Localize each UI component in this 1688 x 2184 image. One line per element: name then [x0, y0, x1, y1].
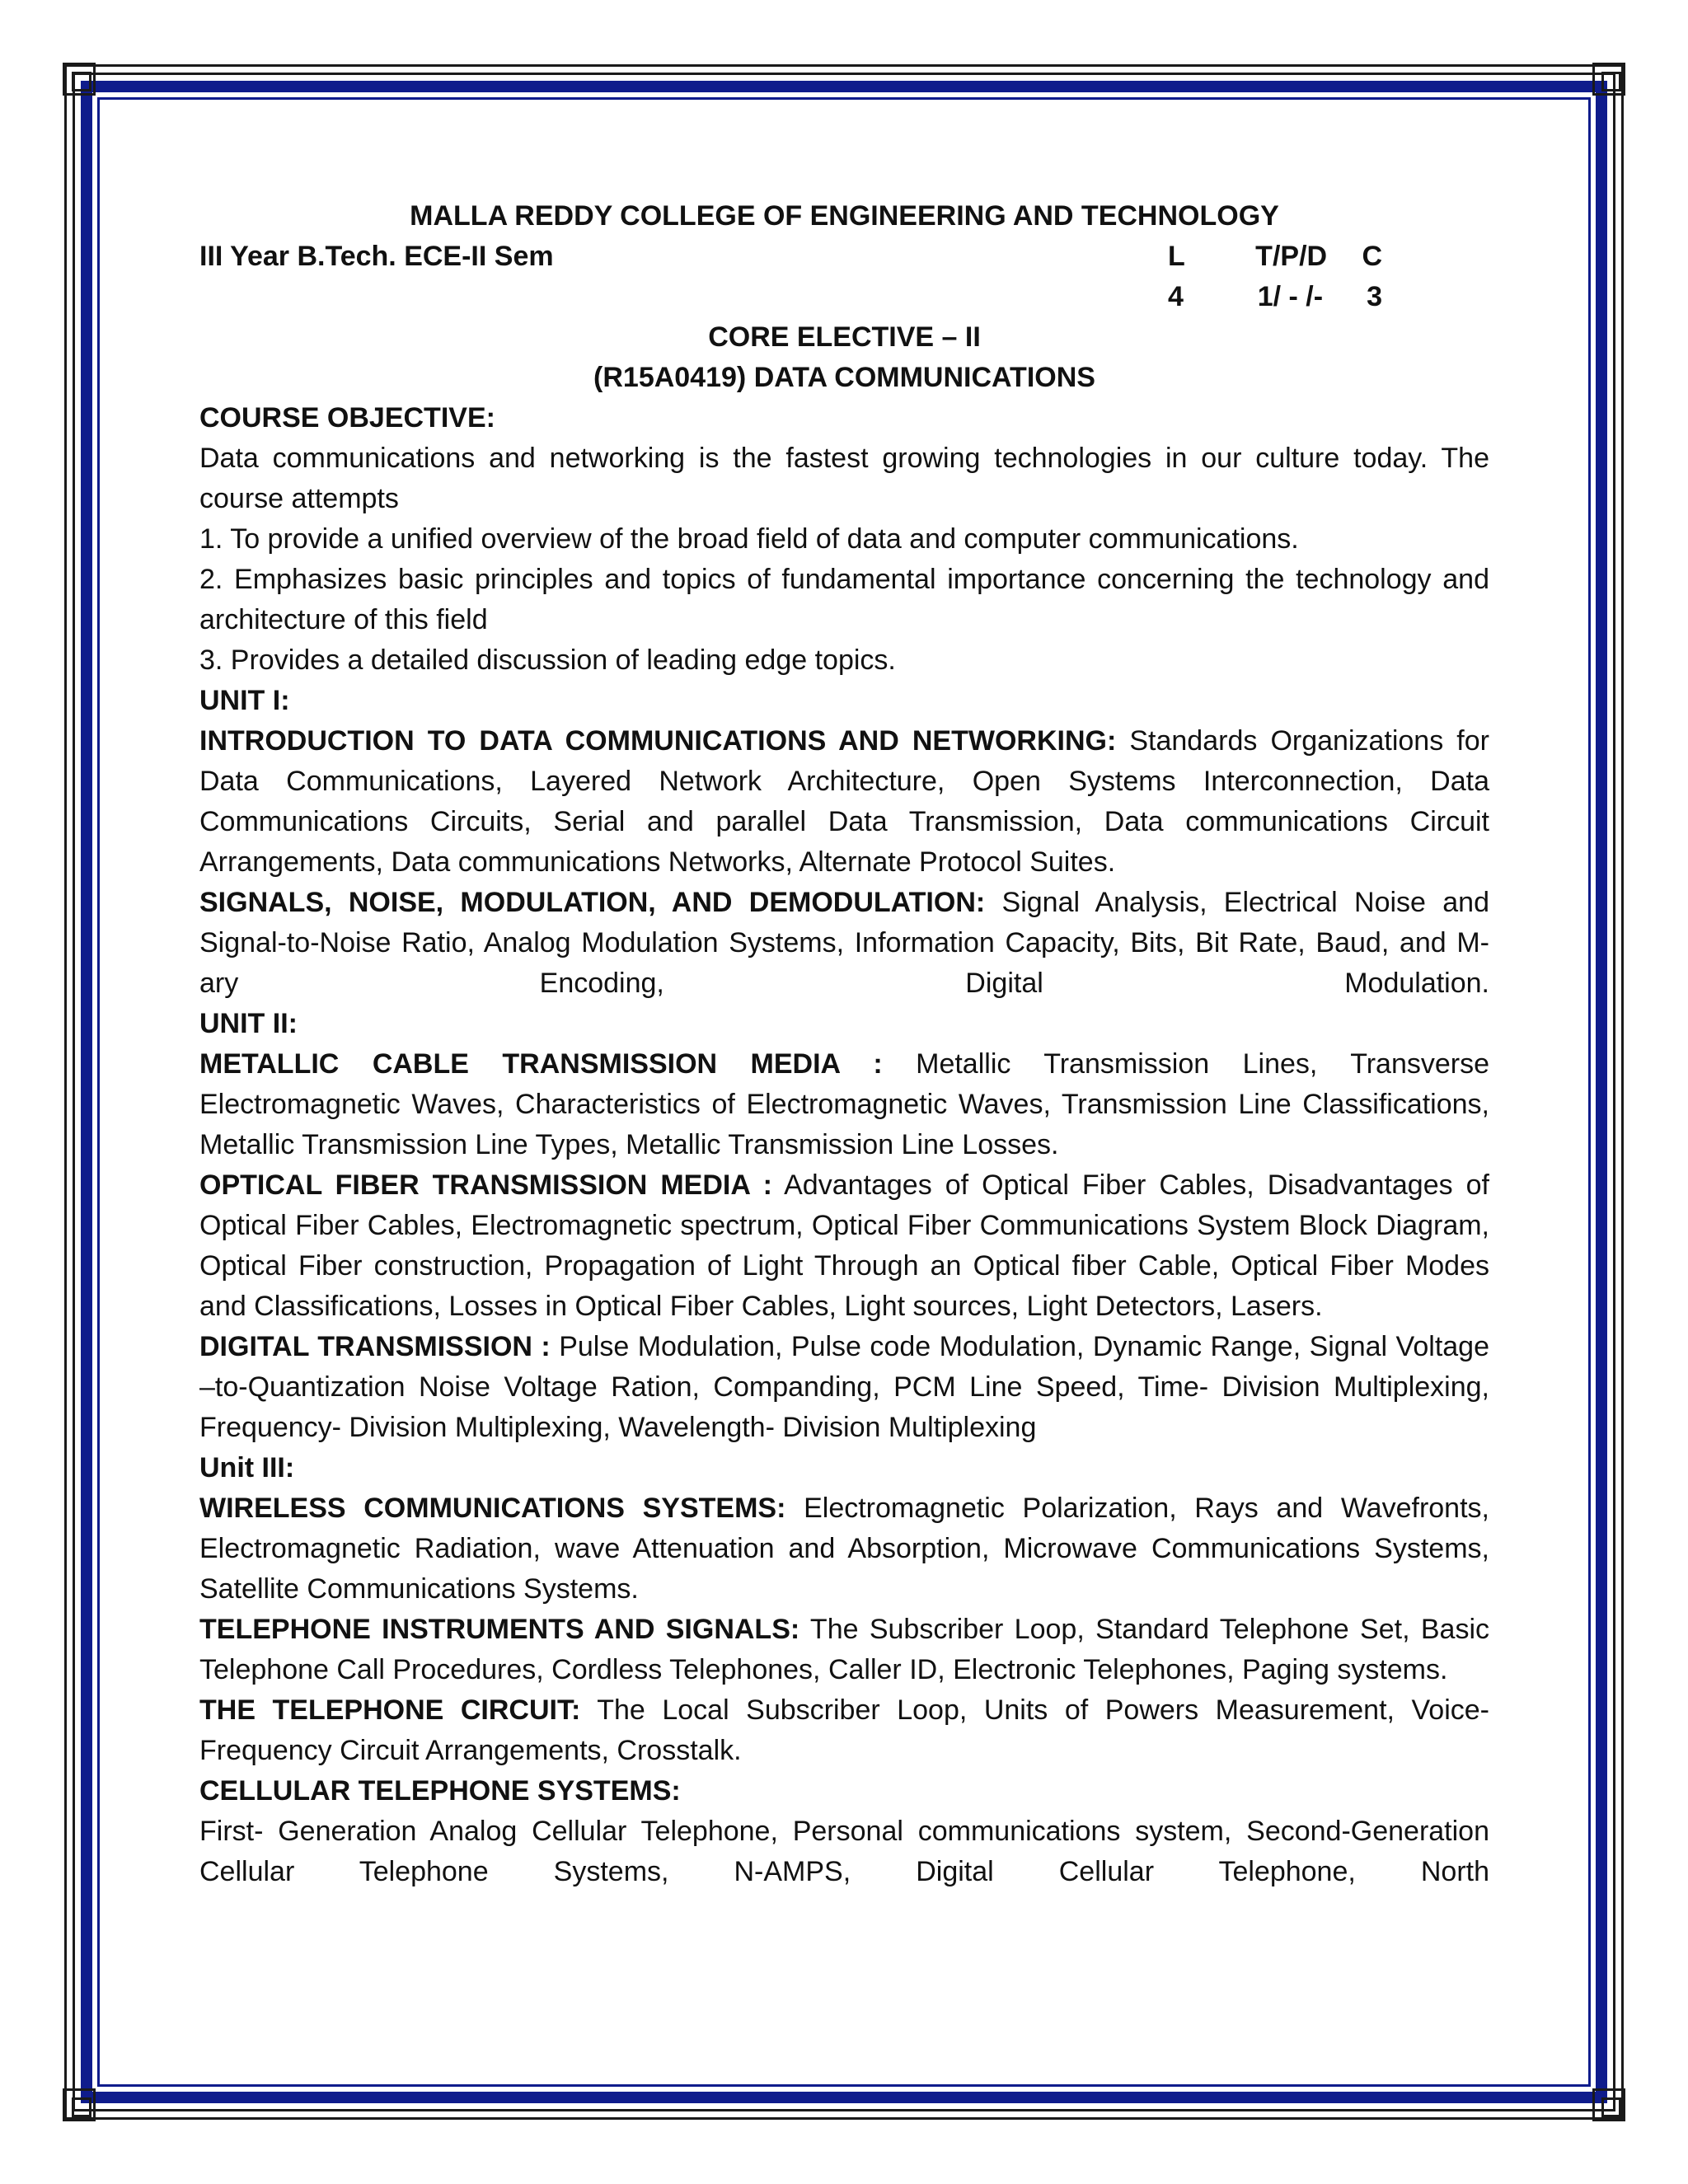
- topic-heading: SIGNALS, NOISE, MODULATION, AND DEMODULATION:: [199, 887, 986, 918]
- unit-title: Unit III:: [199, 1452, 295, 1483]
- objective-point: 2. Emphasizes basic principles and topics of fundamental importance concerning the technology and architecture of this field: [199, 564, 1489, 635]
- unit-title: UNIT II:: [199, 1008, 298, 1039]
- topic-heading: CELLULAR TELEPHONE SYSTEMS:: [199, 1775, 681, 1807]
- course-header-row: [199, 237, 1489, 277]
- col-l-label: L: [1168, 241, 1185, 272]
- topic-heading: DIGITAL TRANSMISSION :: [199, 1331, 551, 1362]
- val-tpd: 1/ - /-: [1257, 281, 1324, 312]
- topic-heading: INTRODUCTION TO DATA COMMUNICATIONS AND NETWORKING:: [199, 725, 1117, 757]
- syllabus-content: [199, 196, 1489, 1892]
- val-c: 3: [1367, 281, 1382, 312]
- border-corner-ornament: [63, 2088, 96, 2121]
- topic-body: The Local Subscriber Loop, Units of Powers Measurement, Voice-Frequency Circuit Arrangements, Crosstalk.: [199, 1694, 1489, 1766]
- border-corner-ornament: [63, 63, 96, 96]
- course-title: (R15A0419) DATA COMMUNICATIONS: [593, 362, 1095, 393]
- objective-point: 1. To provide a unified overview of the broad field of data and computer communications.: [199, 523, 1299, 555]
- topic-body: Pulse Modulation, Pulse code Modulation, Dynamic Range, Signal Voltage –to-Quantization Noise Voltage Ration, Companding, PCM Line Speed, Time- Division Multiplexing, Frequency- Division Multiplexing, Wavelength- Division Multiplexing: [199, 1331, 1489, 1443]
- topic-heading: THE TELEPHONE CIRCUIT:: [199, 1694, 581, 1726]
- topic-body: The Subscriber Loop, Standard Telephone Set, Basic Telephone Call Procedures, Cordless Telephones, Caller ID, Electronic Telephones, Paging systems.: [199, 1614, 1490, 1685]
- topic-body: Standards Organizations for Data Communications, Layered Network Architecture, Open Systems Interconnection, Data Communications Circuits, Serial and parallel Data Transmission, Data communications Circuit Arrangements, Data communications Networks, Alternate Protocol Suites.: [199, 725, 1489, 878]
- unit-topic: [199, 721, 1489, 883]
- college-name: MALLA REDDY COLLEGE OF ENGINEERING AND TECHNOLOGY: [410, 200, 1279, 232]
- year-sem: III Year B.Tech. ECE-II Sem: [199, 241, 554, 272]
- unit-topic: [199, 1044, 1489, 1165]
- border-corner-ornament: [1592, 2088, 1625, 2121]
- unit-topic: [199, 1690, 1489, 1771]
- unit-topic: [199, 1327, 1489, 1448]
- course-credits-row: [199, 277, 1489, 317]
- col-tpd-label: T/P/D: [1255, 241, 1328, 272]
- topic-body: Signal Analysis, Electrical Noise and Signal-to-Noise Ratio, Analog Modulation Systems, Information Capacity, Bits, Bit Rate, Baud, and M-ary Encoding, Digital Modulation.: [199, 887, 1489, 999]
- elective-title: CORE ELECTIVE – II: [708, 321, 981, 353]
- topic-body: Electromagnetic Polarization, Rays and Wavefronts, Electromagnetic Radiation, wave Attenuation and Absorption, Microwave Communications Systems, Satellite Communications Systems.: [199, 1493, 1489, 1605]
- unit-title: UNIT I:: [199, 685, 290, 716]
- unit-topic: [199, 1165, 1489, 1327]
- unit-topic: [199, 883, 1489, 1004]
- objective-intro: Data communications and networking is the fastest growing technologies in our culture today. The course attempts: [199, 443, 1489, 514]
- objective-heading: COURSE OBJECTIVE:: [199, 402, 495, 434]
- topic-heading: TELEPHONE INSTRUMENTS AND SIGNALS:: [199, 1614, 800, 1645]
- topic-body: Metallic Transmission Lines, Transverse Electromagnetic Waves, Characteristics of Electromagnetic Waves, Transmission Line Classifications, Metallic Transmission Line Types, Metallic Transmission Line Losses.: [199, 1048, 1489, 1160]
- objective-point: 3. Provides a detailed discussion of leading edge topics.: [199, 644, 896, 676]
- topic-heading: METALLIC CABLE TRANSMISSION MEDIA :: [199, 1048, 883, 1080]
- topic-body: Advantages of Optical Fiber Cables, Disadvantages of Optical Fiber Cables, Electromagnetic spectrum, Optical Fiber Communications System Block Diagram, Optical Fiber construction, Propagation of Light Through an Optical fiber Cable, Optical Fiber Modes and Classifications, Losses in Optical Fiber Cables, Light sources, Light Detectors, Lasers.: [199, 1169, 1489, 1322]
- val-l: 4: [1168, 281, 1184, 312]
- border-corner-ornament: [1592, 63, 1625, 96]
- unit-topic: [199, 1488, 1489, 1610]
- topic-heading: OPTICAL FIBER TRANSMISSION MEDIA :: [199, 1169, 772, 1201]
- topic-heading: WIRELESS COMMUNICATIONS SYSTEMS:: [199, 1493, 786, 1524]
- topic-body: First- Generation Analog Cellular Telephone, Personal communications system, Second-Generation Cellular Telephone Systems, N-AMPS, Digital Cellular Telephone, North: [199, 1816, 1489, 1887]
- unit-topic: [199, 1610, 1489, 1690]
- col-c-label: C: [1362, 241, 1382, 272]
